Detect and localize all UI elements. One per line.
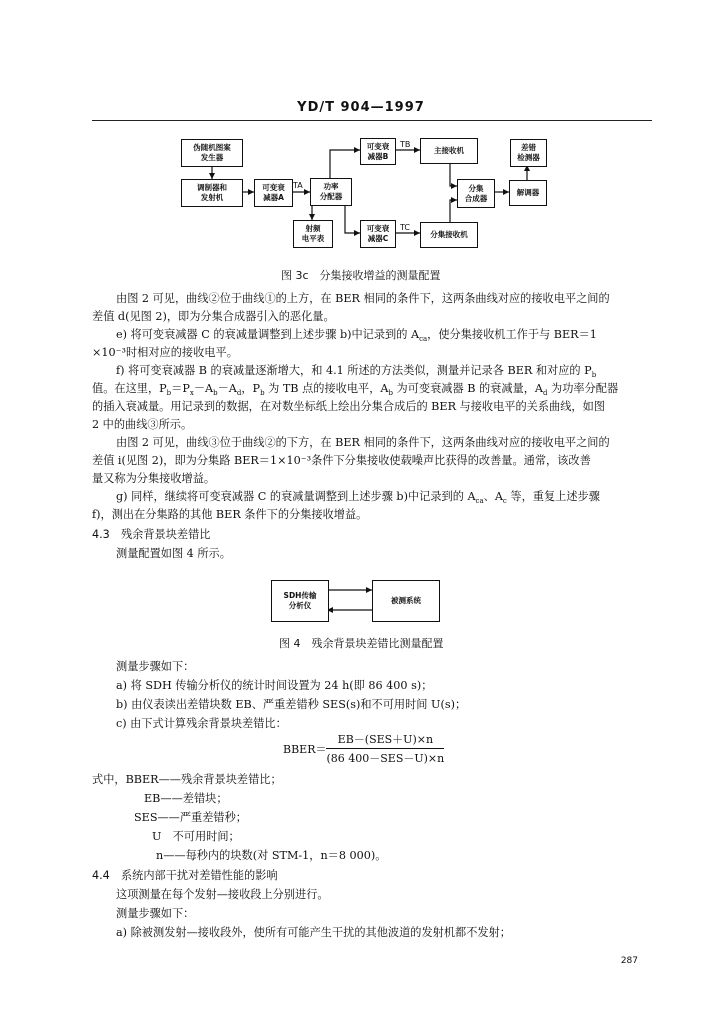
formula-lhs: BBER＝ <box>283 742 327 756</box>
box-label: 发生器 <box>200 153 224 162</box>
paragraph-line: 差值 d(见图 2)，即为分集合成器引入的恶化量。 <box>92 310 335 323</box>
paragraph-line: g) 同样，继续将可变衰减器 C 的衰减量调整到上述步骤 b)中记录到的 $A_{ca}$、$A_c$ 等，重复上述步骤 <box>116 490 600 506</box>
box-label: 可变衰 <box>366 224 390 233</box>
paragraph-line: 测量步骤如下： <box>116 660 195 673</box>
definition-ses: SES——严重差错秒； <box>134 811 247 824</box>
box-label: 发射机 <box>200 193 224 202</box>
box-label: 电平表 <box>301 234 325 243</box>
box-label: 减器C <box>367 234 389 243</box>
paragraph-line: 差值 i(见图 2)，即为分集路 BER＝1×10⁻³条件下分集接收使载噪声比获得的改善量。通常，该改善 <box>92 454 591 467</box>
point-tc-label: TC <box>400 223 411 232</box>
formula-where: 式中，BBER——残余背景块差错比； <box>92 773 282 786</box>
paragraph-line: 由图 2 可见，曲线③位于曲线②的下方，在 BER 相同的条件下，这两条曲线对应的接收电平之间的 <box>116 436 610 449</box>
system-under-test-box <box>372 580 440 622</box>
paragraph-line: f)，测出在分集路的其他 BER 条件下的分集接收增益。 <box>92 508 368 521</box>
box-label: 差错 <box>521 143 536 152</box>
box-label: 分配器 <box>319 192 343 201</box>
paragraph-line: 由图 2 可见，曲线②位于曲线①的上方，在 BER 相同的条件下，这两条曲线对应的接收电平之间的 <box>116 292 610 305</box>
paragraph-line: 这项测量在每个发射—接收段上分别进行。 <box>116 888 329 901</box>
box-label: 解调器 <box>516 188 540 197</box>
page-header: YD/T 904—1997 <box>297 100 425 115</box>
formula-denominator: (86 400－SES－U)×n <box>326 752 445 765</box>
step-b: b) 由仪表读出差错块数 EB、严重差错秒 SES(s)和不可用时间 U(s)； <box>116 698 467 711</box>
box-label: 分集接收机 <box>430 230 468 239</box>
section-heading-4-4: 4.4 系统内部干扰对差错性能的影响 <box>92 869 278 882</box>
paragraph-line: 值。在这里，$P_b=P_x-A_b-A_d$，$P_b$ 为 TB 点的接收电平，$A_b$ 为可变衰减器 B 的衰减量，$A_d$ 为功率分配器 <box>92 382 619 398</box>
definition-eb: EB——差错块； <box>144 792 228 805</box>
box-label: 调制器和 <box>197 183 227 192</box>
formula-numerator: EB－(SES＋U)×n <box>326 731 444 749</box>
point-ta-label: TA <box>293 181 303 190</box>
section-heading-4-3: 4.3 残余背景块差错比 <box>92 528 211 541</box>
paragraph-line: 的插入衰减量。用记录到的数据，在对数坐标纸上绘出分集合成后的 BER 与接收电平的关系曲线，如图 <box>92 400 605 413</box>
sdh-analyzer-box <box>271 580 329 622</box>
paragraph-line: e) 将可变衰减器 C 的衰减量调整到上述步骤 b)中记录到的 $A_{ca}$，使分集接收机工作于与 BER＝1 <box>116 328 597 344</box>
box-label: 可变衰 <box>262 183 285 192</box>
box-label: 可变衰 <box>366 141 390 151</box>
box-label: SDH传输 <box>283 591 317 600</box>
box-label: 合成器 <box>464 193 488 203</box>
bber-formula <box>283 731 444 766</box>
box-label: 被测系统 <box>391 596 421 605</box>
paragraph-line: 2 中的曲线③所示。 <box>92 418 193 431</box>
definition-u: U 不可用时间； <box>152 830 240 843</box>
paragraph-line: ×10⁻³时相对应的接收电平。 <box>92 346 238 359</box>
paragraph-line: 量又称为分集接收增益。 <box>92 472 216 485</box>
paragraph-line: f) 将可变衰减器 B 的衰减量逐渐增大，和 4.1 所述的方法类似，测量并记录各 BER 和对应的 $P_b$ <box>116 364 597 380</box>
paragraph-line: 测量配置如图 4 所示。 <box>116 547 231 560</box>
paragraph-line: 测量步骤如下： <box>116 907 195 920</box>
box-label: 减器B <box>367 151 389 161</box>
box-label: 分析仪 <box>288 601 312 610</box>
box-label: 功率 <box>323 182 339 191</box>
definition-n: n——每秒内的块数(对 STM-1，n＝8 000)。 <box>156 849 387 862</box>
box-label: 分集 <box>468 183 484 193</box>
box-label: 检测器 <box>517 153 540 162</box>
page-number: 287 <box>620 956 638 966</box>
paragraph-line: a) 除被测发射—接收段外，使所有可能产生干扰的其他波道的发射机都不发射； <box>116 926 511 939</box>
box-label: 主接收机 <box>434 146 464 155</box>
box-label: 伪随机图案 <box>193 143 231 152</box>
figure-3c-caption: 图 3c 分集接收增益的测量配置 <box>281 269 441 282</box>
box-label: 减器A <box>263 193 284 202</box>
point-tb-label: TB <box>400 140 411 149</box>
step-c: c) 由下式计算残余背景块差错比： <box>116 717 287 730</box>
box-label: 射频 <box>305 224 321 233</box>
figure-4-caption: 图 4 残余背景块差错比测量配置 <box>279 637 444 650</box>
step-a: a) 将 SDH 传输分析仪的统计时间设置为 24 h(即 86 400 s)； <box>116 679 433 692</box>
